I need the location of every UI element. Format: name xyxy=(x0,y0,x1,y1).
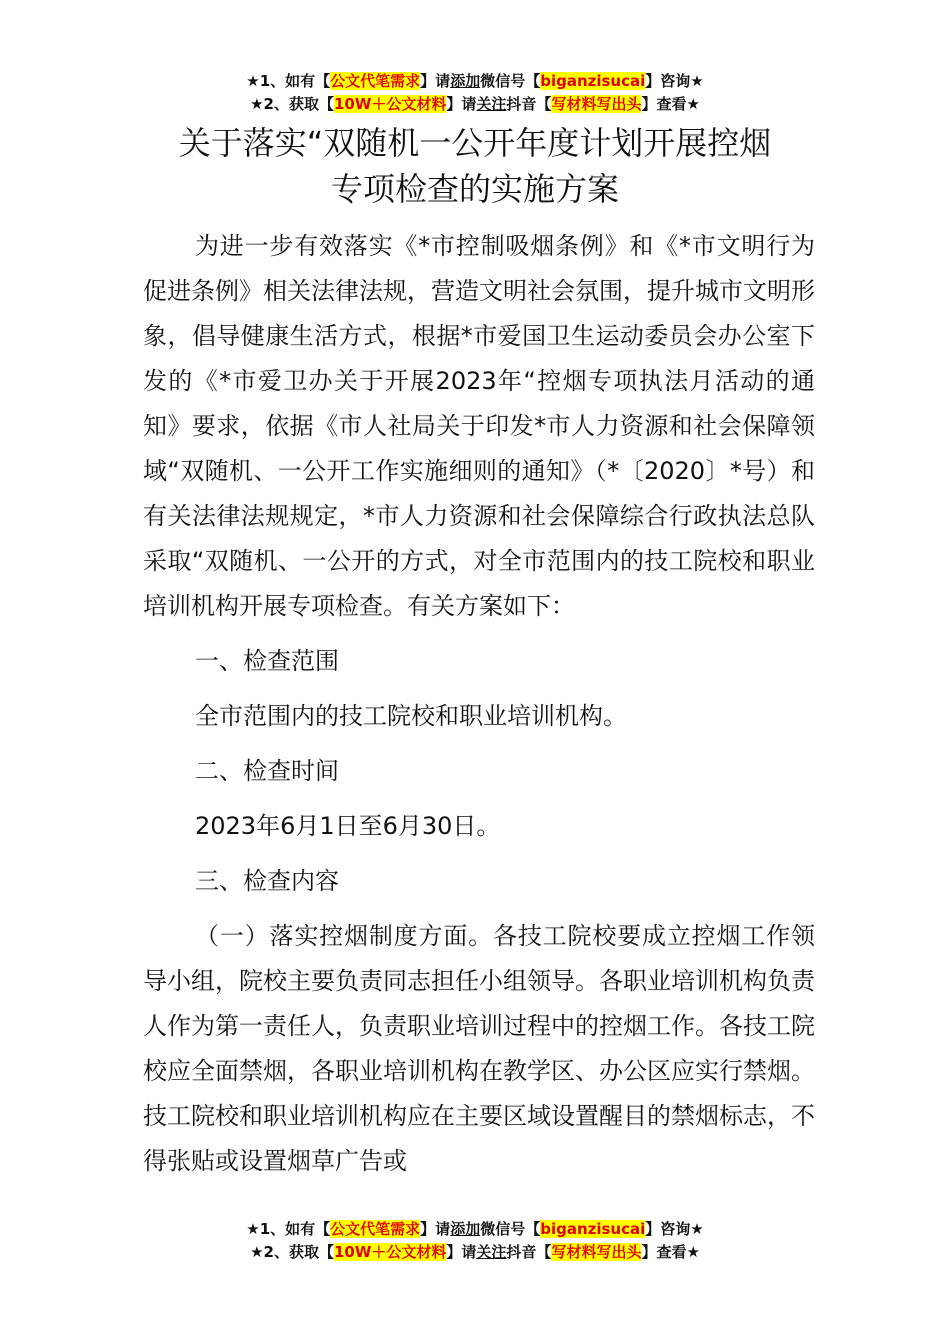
banner-text: 】咨询★ xyxy=(645,1220,704,1238)
banner-underlined: 关注 xyxy=(476,95,507,113)
footer-banner xyxy=(0,1218,950,1264)
section-heading-content: 三、检查内容 xyxy=(195,867,339,895)
document-title xyxy=(120,120,830,212)
banner-text: 】请 xyxy=(420,72,451,90)
banner-line-2 xyxy=(0,93,950,116)
banner-text: ★1、如有【 xyxy=(246,1220,331,1238)
banner-line-1 xyxy=(0,1218,950,1241)
banner-highlight: 公文代笔需求 xyxy=(330,72,421,90)
banner-text: 】请 xyxy=(420,1220,451,1238)
banner-text: ★1、如有【 xyxy=(246,72,331,90)
banner-highlight: 10W＋公文材料 xyxy=(333,1243,447,1261)
banner-underlined: 关注 xyxy=(476,1243,507,1261)
banner-text: 】查看★ xyxy=(641,1243,700,1261)
banner-highlight: 公文代笔需求 xyxy=(330,1220,421,1238)
banner-text: 微信号【 xyxy=(480,72,541,90)
section-text-time: 2023年6月1日至6月30日。 xyxy=(195,812,501,840)
banner-highlight: biganzisucai xyxy=(540,72,646,90)
section-heading-scope: 一、检查范围 xyxy=(195,647,339,675)
banner-text: 微信号【 xyxy=(480,1220,541,1238)
banner-text: 】请 xyxy=(446,95,477,113)
content-paragraph-1: （一）落实控烟制度方面。各技工院校要成立控烟工作领导小组，院校主要负责同志担任小组领导。各职业培训机构负责人作为第一责任人，负责职业培训过程中的控烟工作。各技工院校应全面禁烟，各职业培训机构在教学区、办公区应实行禁烟。技工院校和职业培训机构应在主要区域设置醒目的禁烟标志，不得张贴或设置烟草广告或 xyxy=(143,922,815,1175)
banner-text: 】查看★ xyxy=(641,95,700,113)
title-line-2: 专项检查的实施方案 xyxy=(330,170,619,208)
document-body xyxy=(143,224,815,1184)
section-heading-time: 二、检查时间 xyxy=(195,757,339,785)
banner-text: ★2、获取【 xyxy=(250,1243,334,1261)
section-text-scope: 全市范围内的技工院校和职业培训机构。 xyxy=(195,702,627,730)
banner-underlined: 添加 xyxy=(450,1220,481,1238)
intro-paragraph: 为进一步有效落实《*市控制吸烟条例》和《*市文明行为促进条例》相关法律法规，营造文明社会氛围，提升城市文明形象，倡导健康生活方式，根据*市爱国卫生运动委员会办公室下发的《*市爱卫办关于开展2023年“控烟专项执法月活动的通知》要求，依据《市人社局关于印发*市人力资源和社会保障领域“双随机、一公开工作实施细则的通知》（*〔2020〕*号）和有关法律法规规定，*市人力资源和社会保障综合行政执法总队采取“双随机、一公开的方式，对全市范围内的技工院校和职业培训机构开展专项检查。有关方案如下： xyxy=(143,232,815,620)
banner-highlight: 写材料写出头 xyxy=(551,1243,642,1261)
banner-highlight: 写材料写出头 xyxy=(551,95,642,113)
banner-text: 抖音【 xyxy=(506,1243,552,1261)
banner-line-2 xyxy=(0,1241,950,1264)
title-line-1: 关于落实“双随机一公开年度计划开展控烟 xyxy=(178,124,772,162)
banner-text: 】请 xyxy=(446,1243,477,1261)
banner-highlight: biganzisucai xyxy=(540,1220,646,1238)
banner-text: 】咨询★ xyxy=(645,72,704,90)
banner-highlight: 10W＋公文材料 xyxy=(333,95,447,113)
banner-text: ★2、获取【 xyxy=(250,95,334,113)
header-banner xyxy=(0,70,950,116)
banner-line-1 xyxy=(0,70,950,93)
banner-underlined: 添加 xyxy=(450,72,481,90)
banner-text: 抖音【 xyxy=(506,95,552,113)
